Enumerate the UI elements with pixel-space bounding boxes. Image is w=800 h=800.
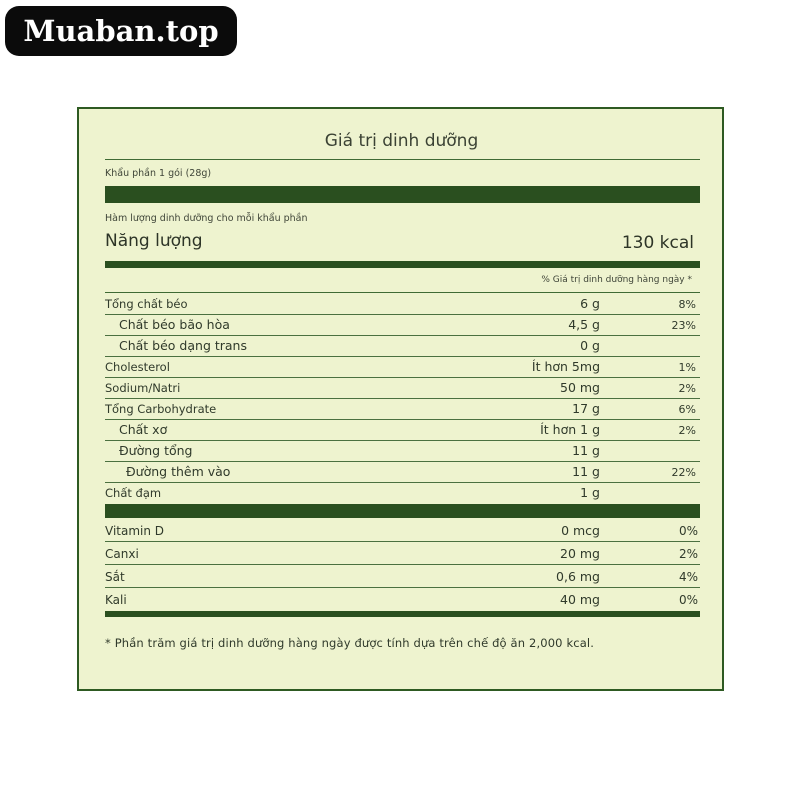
nutrient-dv: 2% <box>678 382 696 395</box>
nutrient-row-saturated-fat <box>105 315 700 336</box>
nutrient-dv: 23% <box>671 319 696 332</box>
nutrient-dv: 1% <box>678 361 696 374</box>
vitamin-dv: 2% <box>678 547 698 561</box>
nutrient-row-cholesterol <box>105 357 700 378</box>
nutrient-dv: 2% <box>678 424 696 437</box>
nutrient-amount: 11 g <box>572 464 600 479</box>
vitamin-name: Vitamin D <box>105 524 165 538</box>
nutrient-dv: 6% <box>678 403 696 416</box>
nutrient-amount: Ít hơn 1 g <box>540 422 600 437</box>
nutrient-row-sodium <box>105 378 700 399</box>
nutrient-amount: 1 g <box>580 485 600 500</box>
vitamin-name: Sắt <box>105 570 125 584</box>
vitamin-row-calcium <box>105 542 700 565</box>
vitamin-row-vitamin-d <box>105 519 700 542</box>
energy-label: Năng lượng <box>105 231 203 251</box>
nutrient-name: Chất xơ <box>119 422 168 437</box>
nutrient-name: Sodium/Natri <box>105 381 181 395</box>
vitamin-amount: 0 mcg <box>561 523 600 538</box>
nutrient-row-total-sugars <box>105 441 700 462</box>
nutrient-row-added-sugars <box>105 462 700 483</box>
nutrient-name: Chất béo bão hòa <box>119 317 230 332</box>
vitamin-dv: 0% <box>678 524 698 538</box>
nutrient-amount: 0 g <box>580 338 600 353</box>
nutrient-row-protein <box>105 483 700 504</box>
nutrient-name: Tổng Carbohydrate <box>105 402 217 416</box>
nutrient-name: Cholesterol <box>105 360 170 374</box>
footnote: * Phần trăm giá trị dinh dưỡng hàng ngày được tính dựa trên chế độ ăn 2,000 kcal. <box>105 636 595 650</box>
nutrient-amount: Ít hơn 5mg <box>531 359 600 374</box>
per-serving-note: Hàm lượng dinh dưỡng cho mỗi khẩu phần <box>105 213 308 224</box>
nutrient-amount: 6 g <box>580 296 600 311</box>
nutrient-amount: 11 g <box>572 443 600 458</box>
nutrient-name: Tổng chất béo <box>105 297 188 311</box>
daily-value-header: % Giá trị dinh dưỡng hàng ngày * <box>541 275 692 285</box>
vitamin-dv: 4% <box>678 570 698 584</box>
energy-value: 130 kcal <box>621 233 694 253</box>
nutrient-row-trans-fat <box>105 336 700 357</box>
nutrient-dv: 22% <box>671 466 696 479</box>
nutrition-facts-label <box>77 107 724 691</box>
vitamin-amount: 40 mg <box>560 592 600 607</box>
nutrient-name: Chất đạm <box>105 486 162 500</box>
medium-divider <box>105 261 700 268</box>
nutrient-dv: 8% <box>678 298 696 311</box>
vitamin-row-potassium <box>105 588 700 611</box>
nutrient-name: Chất béo dạng trans <box>119 338 247 353</box>
serving-size: Khẩu phần 1 gói (28g) <box>105 168 212 179</box>
nutrient-name: Đường thêm vào <box>126 464 231 479</box>
vitamin-amount: 0,6 mg <box>556 569 600 584</box>
nutrient-row-total-fat <box>105 294 700 315</box>
vitamin-dv: 0% <box>678 593 698 607</box>
nutrient-row-fiber <box>105 420 700 441</box>
nutrient-row-total-carbohydrate <box>105 399 700 420</box>
vitamin-name: Canxi <box>105 547 139 561</box>
divider <box>105 292 700 293</box>
bottom-divider <box>105 611 700 617</box>
label-title: Giá trị dinh dưỡng <box>324 131 479 151</box>
vitamin-amount: 20 mg <box>560 546 600 561</box>
vitamin-row-iron <box>105 565 700 588</box>
nutrient-amount: 50 mg <box>560 380 600 395</box>
site-watermark: Muaban.top <box>5 6 237 56</box>
nutrient-amount: 17 g <box>572 401 600 416</box>
thick-divider <box>105 186 700 203</box>
thick-divider <box>105 504 700 518</box>
vitamin-name: Kali <box>105 593 127 607</box>
nutrient-amount: 4,5 g <box>568 317 600 332</box>
nutrient-name: Đường tổng <box>119 443 193 458</box>
divider <box>105 159 700 160</box>
